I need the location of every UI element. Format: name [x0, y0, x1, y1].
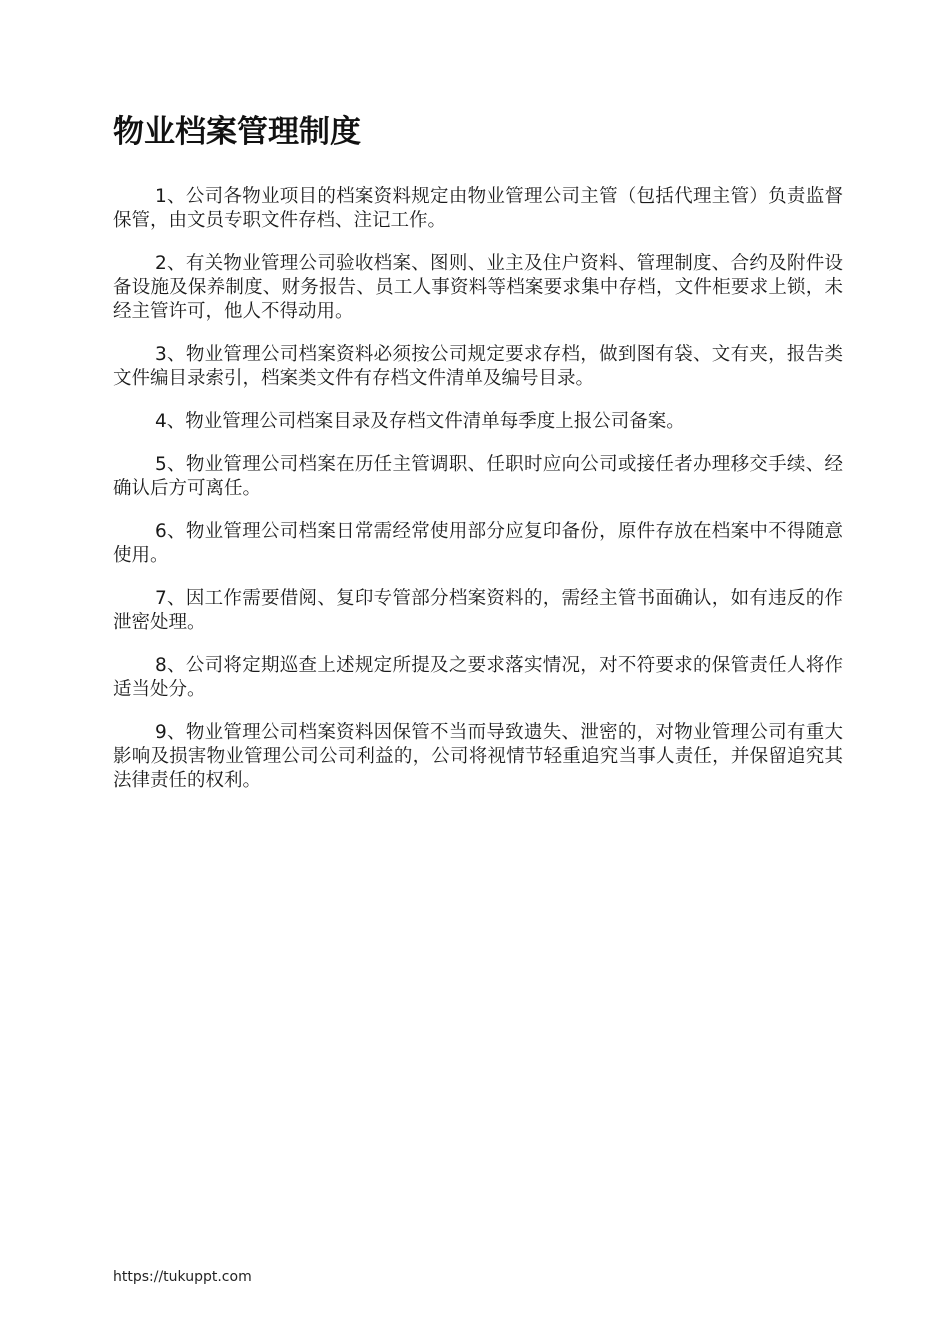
paragraph-6: 6、物业管理公司档案日常需经常使用部分应复印备份，原件存放在档案中不得随意使用。 — [113, 521, 843, 566]
paragraph-9: 9、物业管理公司档案资料因保管不当而导致遗失、泄密的，对物业管理公司有重大影响及损害物业管理公司公司利益的，公司将视情节轻重追究当事人责任，并保留追究其法律责任的权利。 — [113, 722, 843, 791]
paragraph-5: 5、物业管理公司档案在历任主管调职、任职时应向公司或接任者办理移交手续、经确认后方可离任。 — [113, 454, 843, 499]
paragraph-8: 8、公司将定期巡查上述规定所提及之要求落实情况，对不符要求的保管责任人将作适当处分。 — [113, 655, 843, 700]
paragraph-3: 3、物业管理公司档案资料必须按公司规定要求存档，做到图有袋、文有夹，报告类文件编目录索引，档案类文件有存档文件清单及编号目录。 — [113, 344, 843, 389]
footer-url: https://tukuppt.com — [113, 1269, 252, 1285]
document-body — [113, 185, 843, 812]
paragraph-4: 4、物业管理公司档案目录及存档文件清单每季度上报公司备案。 — [155, 411, 685, 432]
paragraph-2: 2、有关物业管理公司验收档案、图则、业主及住户资料、管理制度、合约及附件设备设施及保养制度、财务报告、员工人事资料等档案要求集中存档，文件柜要求上锁，未经主管许可，他人不得动用。 — [113, 253, 843, 322]
document-title: 物业档案管理制度 — [113, 114, 361, 150]
paragraph-7: 7、因工作需要借阅、复印专管部分档案资料的，需经主管书面确认，如有违反的作泄密处理。 — [113, 588, 843, 633]
paragraph-1: 1、公司各物业项目的档案资料规定由物业管理公司主管（包括代理主管）负责监督保管，由文员专职文件存档、注记工作。 — [113, 186, 843, 231]
